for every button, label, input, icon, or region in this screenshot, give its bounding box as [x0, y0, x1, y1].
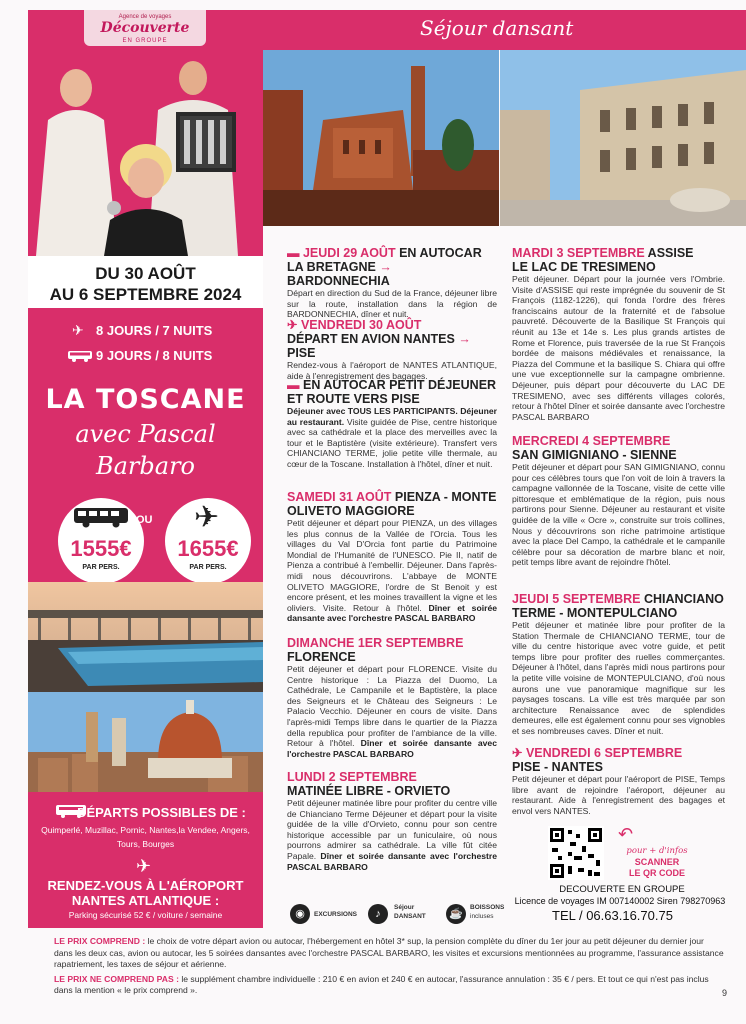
- day-5-date: LUNDI 2 SEPTEMBRE: [287, 770, 417, 784]
- day-2-text: Rendez-vous à l'aéroport de NANTES ATLANTIQUE, aide à l'enregistrement des bagages.: [287, 360, 497, 381]
- day-4-end: Dîner et soirée dansante avec l'orchestre PASCAL BARBARO: [287, 738, 497, 759]
- rdv-line-2: NANTES ATLANTIQUE :: [71, 893, 220, 908]
- day-5-subtitle: MATINÉE LIBRE - ORVIETO: [287, 784, 451, 798]
- day-9-subtitle: PISE - NANTES: [512, 760, 603, 774]
- day-7-text: Petit déjeuner et départ pour SAN GIMIGNIANO, connu pour ces célèbres tours que l'on voit de loin à travers la campagne vallonnée de la Toscane, visite de cette ville pittoresque et emblématique de la région, puis nous partirons pour Sienne. Déjeuner au restaurant et visite guidée de la ville « Ocre », construite sur trois collines, Nous y découvrirons son riche patrimoine artistique avec la place Del Campo, la cathédrale et le campanile célèbre pour sa décoration de marbre blanc et noir, petit temps libre avant de rejoindre l'hôtel.: [512, 462, 725, 568]
- day-5-text: Petit déjeuner matinée libre pour profiter du centre ville de Chianciano Terme Déjeuner et départ pour la visite guidée de la ville d'Orvieto, connu pour son centre historique accessible par un funiculaire, où nous pourrons admirer sa cathédrale. La ville fût citée Papale.: [287, 798, 497, 861]
- day-9: [512, 746, 725, 816]
- day-7: [512, 434, 725, 568]
- pool-photo: [28, 582, 263, 692]
- day-2b-bold: Déjeuner avec TOUS LES PARTICIPANTS. Déjeuner au restaurant.: [287, 406, 497, 427]
- day-7-date: MERCREDI 4 SEPTEMBRE: [512, 434, 671, 448]
- day-3-mode: PIENZA - MONTE: [391, 490, 497, 504]
- duration-plane: 8 JOURS / 7 NUITS: [96, 323, 213, 338]
- day-2-from: DÉPART EN AVION NANTES: [287, 332, 455, 346]
- perugia-photo: [500, 50, 746, 226]
- day-2: [287, 318, 497, 381]
- price-plane: 1655€: [177, 536, 239, 561]
- day-1: [287, 246, 497, 320]
- price-excludes: [54, 974, 724, 997]
- price-includes-text: le choix de votre départ avion ou autocar, l'hébergement en hôtel 3* sup, la pension complète du dîner du 1er jour au petit déjeuner du dernier jour dans les deux cas, avion ou autocar, les 5 soirées dansantes avec l'orchestre PASCAL BARBARO, les visites et excursions mentionnées au programme, l'assurance assistance rapatriement, les taxes de séjour et aérienne.: [54, 936, 724, 969]
- legend-boissons-2: incluses: [470, 913, 494, 920]
- florence-photo: [28, 692, 263, 792]
- day-1-header: [287, 246, 497, 260]
- banner-title: Séjour dansant: [420, 16, 574, 40]
- day-2b-title: EN AUTOCAR PETIT DÉJEUNER: [302, 378, 497, 392]
- price-includes-label: LE PRIX COMPREND :: [54, 936, 146, 946]
- logo-top-text: Agence de voyages: [118, 14, 172, 20]
- qr-scan-2: LE QR CODE: [628, 868, 685, 878]
- contact-name: DECOUVERTE EN GROUPE: [559, 884, 685, 895]
- day-3-date: SAMEDI 31 AOÛT: [287, 490, 392, 504]
- day-8-subtitle: TERME - MONTEPULCIANO: [512, 606, 678, 620]
- price-bus: 1555€: [70, 536, 132, 561]
- legend-sejour-1: Séjour: [394, 904, 415, 911]
- departures-list: Quimperlé, Muzillac, Pornic, Nantes,la Vendee, Angers, Tours, Bourges: [41, 825, 250, 849]
- day-8: [512, 592, 725, 737]
- day-4-text: Petit déjeuner et départ pour FLORENCE. Visite du Centre historique : La Piazza del Duomo, La Cathédrale, Le Campanile et le Baptistère, la place des Seigneurs et le Château des Seigneurs : Le Palacio Vecchio. Déjeuner en cours de visite. Dans l'après-midi Temps libre dans le quartier de la Piazza della republica pour profiter de l'ambiance de la ville. Retour à l'hôtel.: [287, 664, 497, 749]
- day-1-mode: EN AUTOCAR: [395, 246, 482, 260]
- date-line-2: AU 6 SEPTEMBRE 2024: [49, 285, 242, 304]
- or-label: OU: [136, 514, 153, 526]
- departures-title: DÉPARTS POSSIBLES DE :: [77, 805, 246, 820]
- script-line-1: avec Pascal: [75, 420, 216, 448]
- day-2b-subtitle: ET ROUTE VERS PISE: [287, 392, 420, 406]
- arrow-icon: →: [379, 260, 392, 274]
- day-2-bus: [287, 378, 497, 470]
- rdv-plane-icon: ✈: [136, 856, 152, 876]
- day-4-subtitle: FLORENCE: [287, 650, 356, 664]
- contact-licence: Licence de voyages IM 007140002 Siren 798270963: [514, 896, 726, 906]
- price-excludes-text: le supplément chambre individuelle : 210 € en avion et 240 € en autocar, l'assurance annulation : 35 € / pers. Et tout ce qui n'est pas inclus dans la mention « le prix comprend ».: [54, 973, 709, 995]
- plane-icon: ✈: [72, 322, 84, 338]
- plane-price-icon: ✈: [194, 501, 220, 534]
- trip-title: LA TOSCANE: [45, 384, 246, 415]
- dance-icon: ♪: [368, 904, 388, 924]
- day-2-date: VENDREDI 30 AOÛT: [300, 318, 422, 332]
- day-8-date: JEUDI 5 SEPTEMBRE: [512, 592, 641, 606]
- contact-tel[interactable]: TEL / 06.63.16.70.75: [552, 908, 673, 923]
- duration-bus: 9 JOURS / 8 NUITS: [96, 348, 213, 363]
- price-excludes-label: LE PRIX NE COMPREND PAS :: [54, 973, 179, 984]
- day-1-to: BARDONNECHIA: [287, 274, 390, 288]
- day-3: [287, 490, 497, 624]
- page-number: 9: [722, 988, 728, 998]
- qr-hint: pour + d'infos: [626, 846, 688, 856]
- day-8-mode: CHIANCIANO: [640, 592, 724, 606]
- legend-boissons-1: BOISSONS: [470, 904, 505, 911]
- logo-main-text: Découverte: [100, 20, 190, 36]
- plane-icon: ✈: [512, 746, 523, 760]
- day-6-date: MARDI 3 SEPTEMBRE: [512, 246, 645, 260]
- arrow-icon: →: [458, 332, 471, 346]
- day-3-subtitle: OLIVETO MAGGIORE: [287, 504, 415, 518]
- day-1-text: Départ en direction du Sud de la France, déjeuner libre sur la route, installation dans la région de BARDONNECHIA, dîner et nuit.: [287, 288, 497, 320]
- date-line-1: DU 30 AOÛT: [95, 264, 196, 283]
- arrow-icon: ↶: [618, 824, 634, 844]
- day-5: [287, 770, 497, 872]
- legend-sejour-2: DANSANT: [394, 913, 426, 920]
- bus-price-icon: [74, 508, 128, 528]
- siena-photo: [263, 50, 499, 226]
- footer: [54, 936, 724, 997]
- musicians-photo: [28, 50, 263, 256]
- day-6: [512, 246, 725, 422]
- day-6-mode: ASSISE: [644, 246, 694, 260]
- day-7-subtitle: SAN GIMIGNIANO - SIENNE: [512, 448, 677, 462]
- script-line-2: Barbaro: [95, 452, 195, 480]
- price-includes: [54, 936, 724, 971]
- day-3-text: Petit déjeuner et départ pour PIENZA, un des villages les plus connus de la Vallée de l'Orcia. Tous les villages du Val D'Orcia font partie du Patrimoine Mondial de l'Humanité de l'UNESCO. Pie II, natif de Pienza a contribué à l'embellir. Déjeuner. Dans l'après-midi nous découvrirons. L'abbaye de MONTE OLIVETO MAGGIORE, l'ordre de St Benoit y est encore présent, et les moines travaillent la vigne et les oliviers. Visite. Retour à l'hôtel.: [287, 518, 497, 613]
- day-4: [287, 636, 497, 759]
- day-6-text: Petit déjeuner. Départ pour la journée vers l'Ombrie. Visite d'ASSISE qui reste imprégnée du souvenir de St François (1182-1226), qui fonda l'ordre des frères franciscains autour de la fraternité et de l'absolue pauvreté. Découverte de la Basilique St François qui réunit au 13e et 14e s. Les plus grands artistes de Rome et Florence, puis traversée de la rue St François bordée de maisons médiévales et renaissance, la Piazza del Commune et la basilique S. Chiara qui offre une vue exceptionnelle sur la campagne ombrienne. Déjeuner, puis départ pour découverte du LAC DE TRESIMENO, avec ses différents villages colorés, retour à l'hôtel Dîner et soirée dansante avec l'orchestre PASCAL BARBARO: [512, 274, 725, 422]
- price-label-bus: PAR PERS.: [82, 564, 120, 571]
- price-label-plane: PAR PERS.: [189, 564, 227, 571]
- camera-icon: ◉: [290, 904, 310, 924]
- day-3-end: Dîner et soirée dansante avec l'orchestre PASCAL BARBARO: [287, 602, 498, 624]
- day-1-date: JEUDI 29 AOÛT: [302, 246, 396, 260]
- day-9-text: Petit déjeuner et départ pour l'aéroport de PISE, Temps libre avant de rejoindre l'aéroport, déjeuner au restaurant. Aide à l'enregistrement des bagages et envol vers NANTES.: [512, 774, 725, 816]
- legend-excursions: EXCURSIONS: [314, 911, 357, 918]
- day-8-text: Petit déjeuner et matinée libre pour profiter de la Station Thermale de CHIANCIANO TERME, tour de ville du centre historique avec votre guide, et petit temps libre pour profiter des ruelles commerçantes. Déjeuner à l'hôtel, dans l'après midi nous partirons pour la petite ville voisine de MONTEPULCIANO, d'où nous aurons une vue panoramique magnifique sur les paysages toscans. La ville est très marquée par son architecture Renaissance avec de splendides demeures, elle est également connu pour ses vignobles et ses nombreuses caves. Dîner et nuit.: [512, 620, 725, 736]
- parking-info: Parking sécurisé 52 € / voiture / semaine: [68, 910, 223, 920]
- day-6-subtitle: LE LAC DE TRESIMENO: [512, 260, 656, 274]
- plane-icon: ✈: [287, 318, 298, 332]
- drinks-icon: ☕: [446, 904, 466, 924]
- day-2b-text: Visite guidée de Pise, centre historique avec sa cathédrale et la place des merveilles avec la tour et le Baptistère (visite extérieure). Transfert vers CHIANCIANO TERME, jolie petite ville thermale, au cœur de la Toscane. Installation à l'hôtel, dîner et nuit.: [287, 416, 497, 469]
- bus-icon: ▬: [287, 246, 300, 260]
- day-2-to: PISE: [287, 346, 316, 360]
- logo-sub-text: EN GROUPE: [122, 38, 168, 44]
- day-4-date: DIMANCHE 1ER SEPTEMBRE: [287, 636, 464, 650]
- day-5-end: Dîner et soirée dansante avec l'orchestre PASCAL BARBARO: [287, 850, 497, 872]
- qr-code[interactable]: [548, 826, 604, 880]
- day-1-from: LA BRETAGNE: [287, 260, 376, 274]
- bus-icon: [68, 349, 92, 360]
- qr-scan-1: SCANNER: [634, 857, 680, 867]
- bus-icon: ▬: [287, 378, 300, 392]
- day-9-date: VENDREDI 6 SEPTEMBRE: [525, 746, 683, 760]
- rdv-line-1: RENDEZ-VOUS À L'AÉROPORT: [47, 878, 244, 893]
